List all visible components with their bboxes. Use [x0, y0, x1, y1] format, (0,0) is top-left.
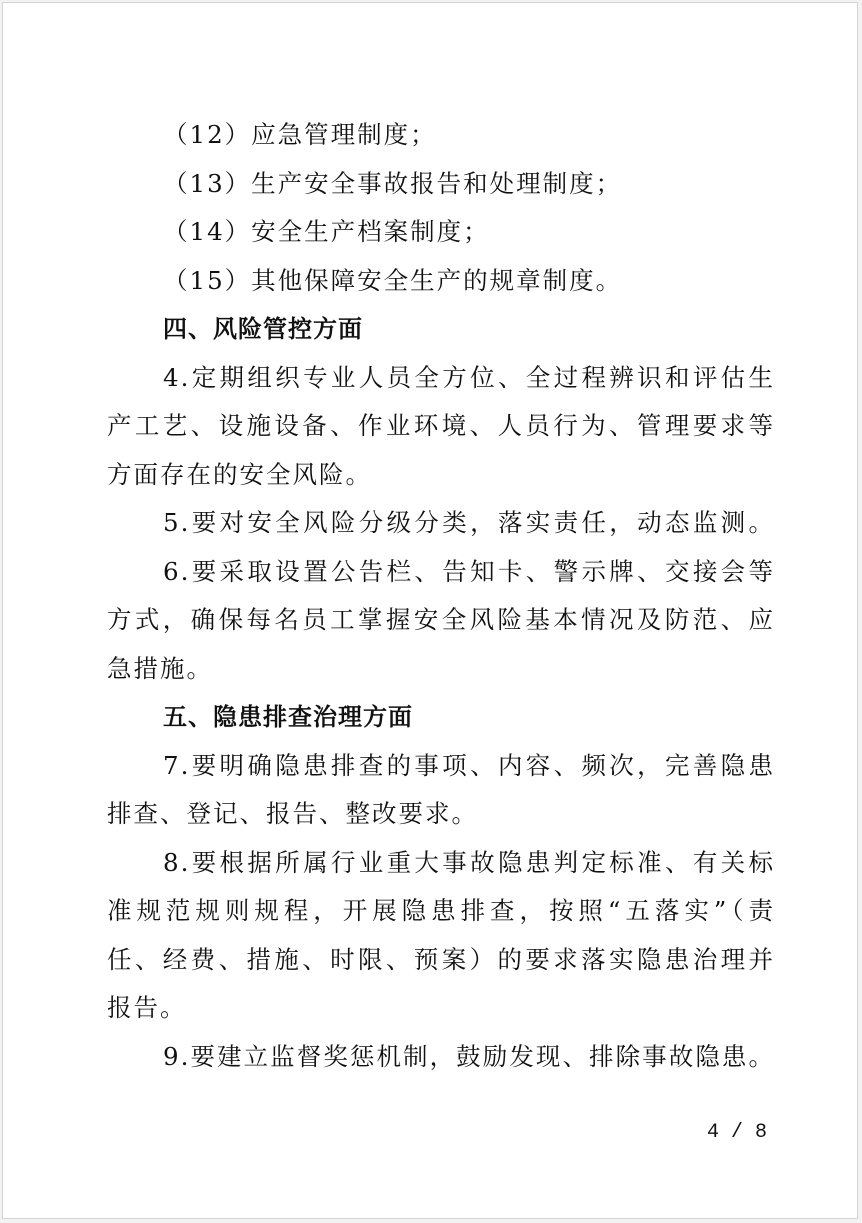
list-item: （13）生产安全事故报告和处理制度；	[163, 168, 623, 198]
paragraph-6	[107, 548, 775, 694]
section-heading-hazard-inspection: 五、隐患排查治理方面	[163, 703, 413, 731]
list-item: （12）应急管理制度；	[163, 120, 437, 149]
paragraph-line: 方式，确保每名员工掌握安全风险基本情况及防范、应	[107, 605, 775, 634]
paragraph-line: 准规范规则规程，开展隐患排查，按照“五落实”（责	[107, 896, 775, 925]
list-item: （15）其他保障安全生产的规章制度。	[163, 265, 623, 295]
paragraph-line: 4.定期组织专业人员全方位、全过程辨识和评估生	[163, 362, 775, 392]
paragraph-line: 8.要根据所属行业重大事故隐患判定标准、有关标	[163, 847, 775, 877]
paragraph-5	[107, 499, 775, 548]
section-heading-risk-control: 四、风险管控方面	[163, 315, 363, 343]
document-page	[2, 2, 858, 1219]
paragraph-4	[107, 354, 775, 500]
paragraph-line: 排查、登记、报告、整改要求。	[107, 799, 478, 828]
paragraph-line: 任、经费、措施、时限、预案）的要求落实隐患治理并	[107, 944, 775, 974]
paragraph-9	[107, 1033, 775, 1082]
paragraph-line: 方面存在的安全风险。	[107, 459, 372, 489]
paragraph-line: 产工艺、设施设备、作业环境、人员行为、管理要求等	[107, 411, 775, 440]
page-content	[107, 111, 775, 1081]
paragraph-line: 9.要建立监督奖惩机制，鼓励发现、排除事故隐患。	[163, 1041, 775, 1071]
page-number: 4 / 8	[706, 1121, 767, 1144]
paragraph-line: 5.要对安全风险分级分类，落实责任，动态监测。	[163, 508, 775, 537]
list-item: （14）安全生产档案制度；	[163, 217, 490, 246]
paragraph-line: 6.要采取设置公告栏、告知卡、警示牌、交接会等	[163, 556, 775, 586]
paragraph-line: 7.要明确隐患排查的事项、内容、频次，完善隐患	[163, 750, 775, 780]
paragraph-line: 报告。	[107, 993, 187, 1022]
paragraph-line: 急措施。	[107, 653, 213, 683]
paragraph-7	[107, 742, 775, 839]
paragraph-8	[107, 839, 775, 1033]
